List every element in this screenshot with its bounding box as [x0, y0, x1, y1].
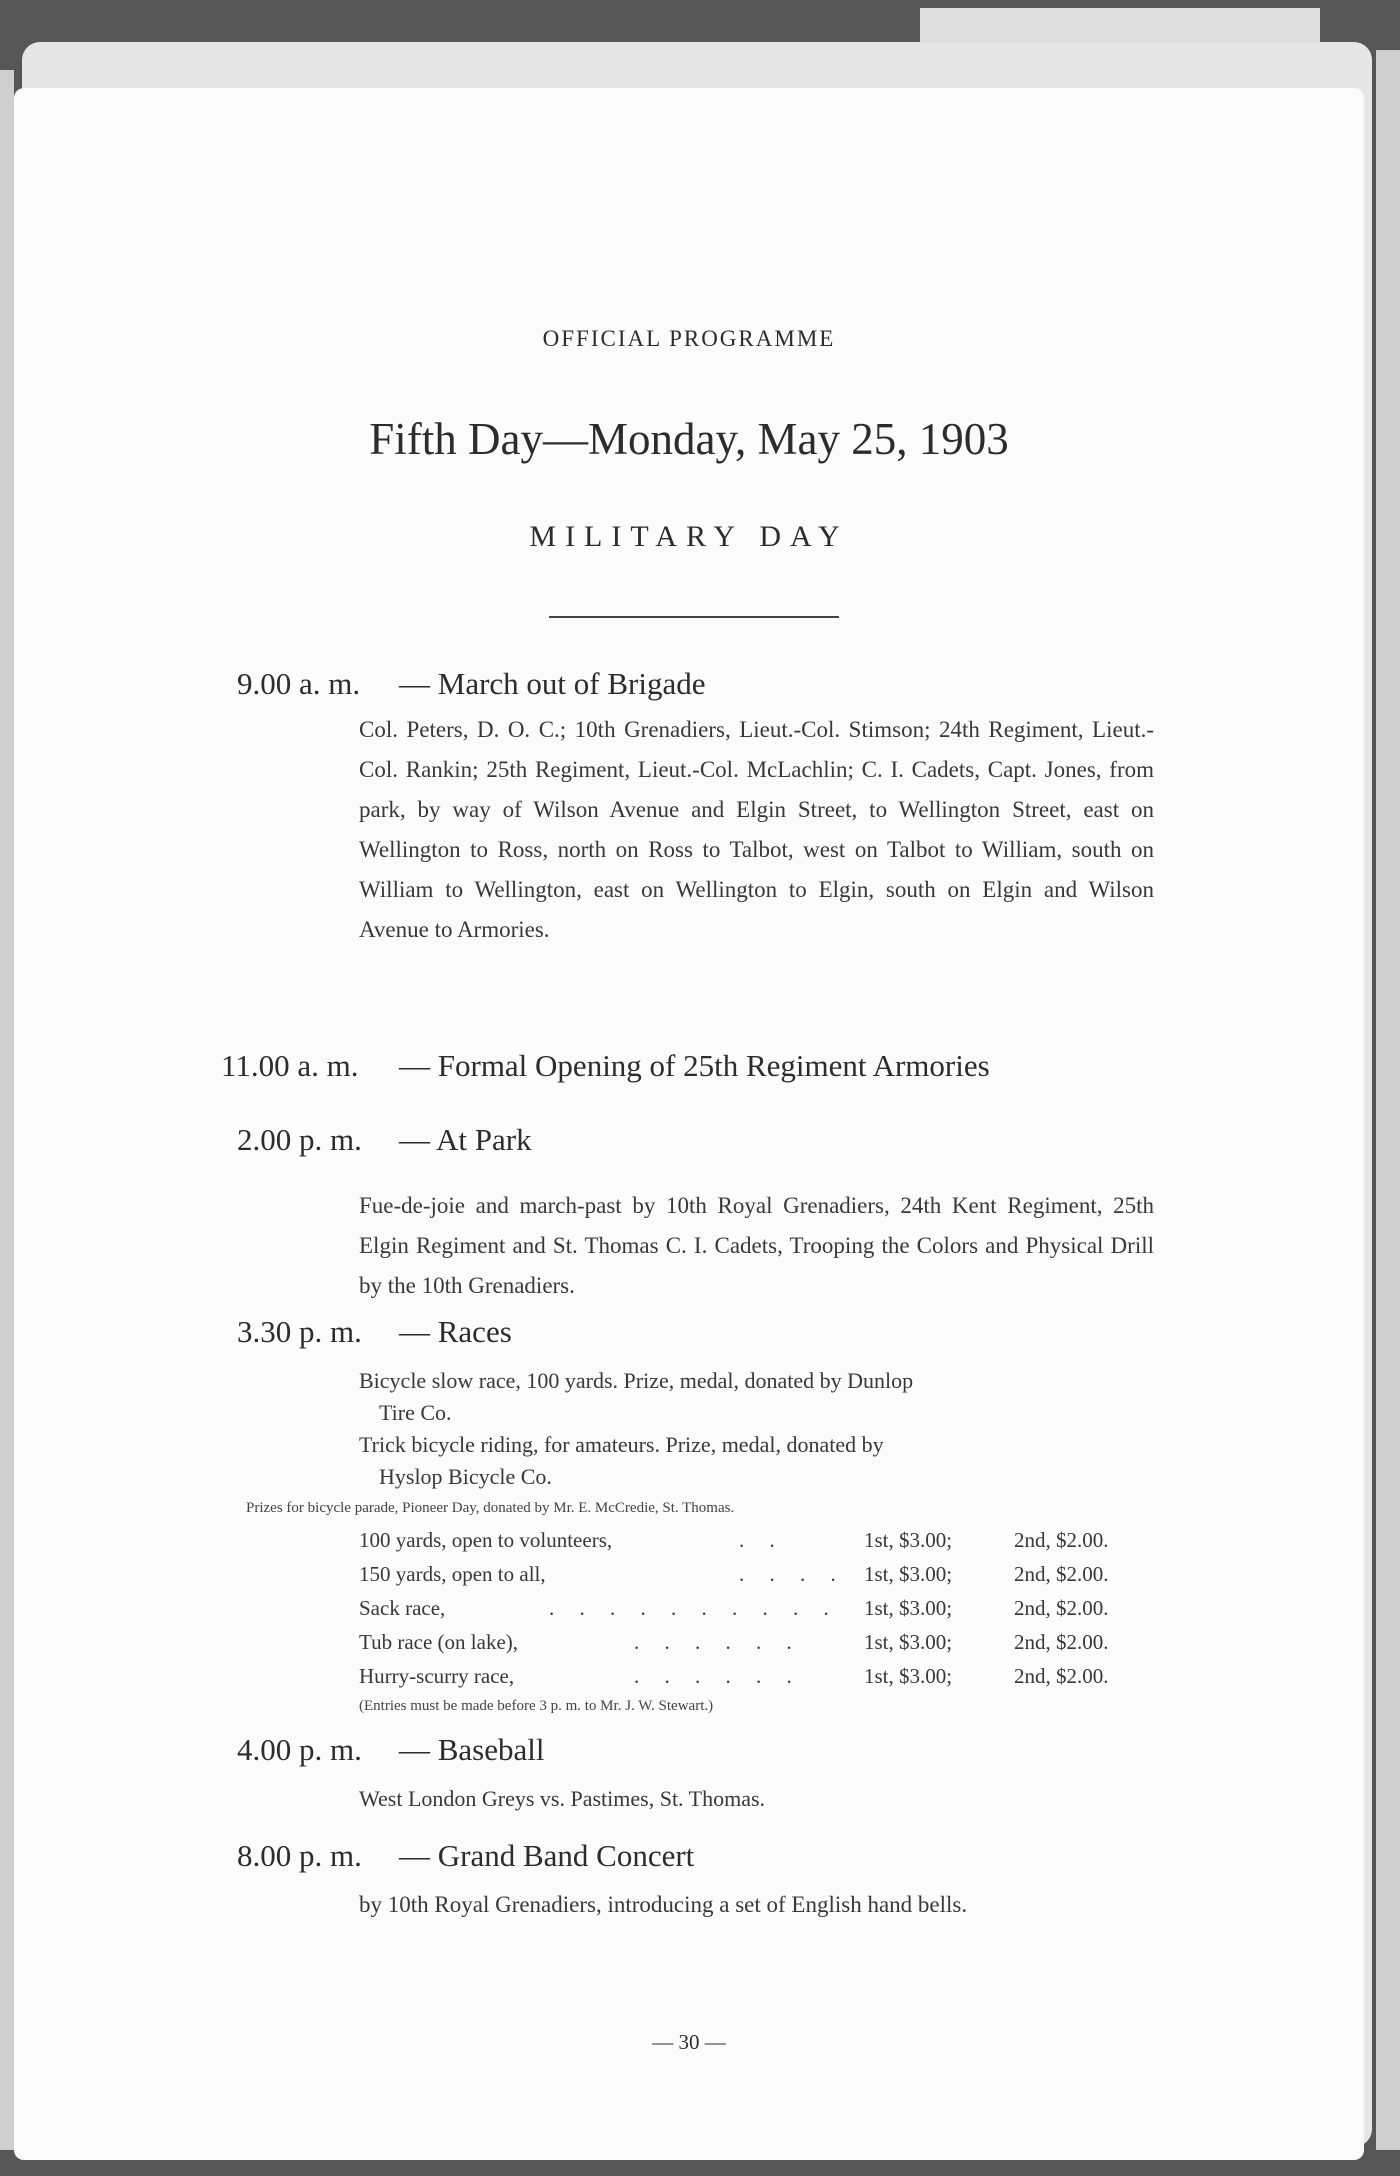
first-prize: 1st, $3.00;: [864, 1630, 953, 1654]
event-time: 9.00 a. m.: [237, 666, 361, 701]
background-page-edge-right: [1376, 50, 1400, 2150]
programme-page: [14, 88, 1364, 2160]
race-leader-dots: . . . . . .: [634, 1664, 802, 1688]
title-divider: [549, 616, 839, 618]
race-item-line: Tire Co.: [379, 1400, 452, 1425]
race-name: 100 yards, open to volunteers,: [359, 1528, 613, 1552]
first-prize: 1st, $3.00;: [864, 1562, 953, 1586]
event-title: — Races: [399, 1314, 512, 1349]
prizes-note: Prizes for bicycle parade, Pioneer Day, donated by Mr. E. McCredie, St. Thomas.: [246, 1500, 735, 1516]
second-prize: 2nd, $2.00.: [1014, 1596, 1109, 1620]
race-result-row: [359, 1596, 1159, 1626]
official-programme-heading: OFFICIAL PROGRAMME: [542, 326, 836, 351]
race-result-row: [359, 1562, 1159, 1592]
second-prize: 2nd, $2.00.: [1014, 1630, 1109, 1654]
page-number: — 30 —: [652, 2030, 726, 2054]
event-description: by 10th Royal Grenadiers, introducing a set of English hand bells.: [359, 1892, 968, 1917]
race-name: Sack race,: [359, 1596, 446, 1620]
event-title: — At Park: [399, 1122, 532, 1157]
race-name: Tub race (on lake),: [359, 1630, 519, 1654]
background-page-edge-left: [0, 70, 14, 2150]
race-leader-dots: . . . . . . . . . .: [549, 1596, 839, 1620]
second-prize: 2nd, $2.00.: [1014, 1562, 1109, 1586]
race-leader-dots: . .: [739, 1528, 785, 1552]
event-title: — March out of Brigade: [399, 666, 706, 701]
event-title: — Baseball: [399, 1732, 545, 1767]
second-prize: 2nd, $2.00.: [1014, 1664, 1109, 1688]
event-title: — Grand Band Concert: [399, 1838, 695, 1873]
race-result-row: [359, 1528, 1159, 1558]
race-result-row: [359, 1630, 1159, 1660]
page-title: Fifth Day—Monday, May 25, 1903: [369, 414, 1009, 464]
event-time: 11.00 a. m.: [221, 1048, 359, 1083]
event-time: 4.00 p. m.: [237, 1732, 362, 1767]
event-time: 8.00 p. m.: [237, 1838, 362, 1873]
day-subtitle: MILITARY DAY: [529, 520, 849, 553]
race-item-line: Bicycle slow race, 100 yards. Prize, medal, donated by Dunlop: [359, 1368, 914, 1393]
first-prize: 1st, $3.00;: [864, 1596, 953, 1620]
race-item-line: Trick bicycle riding, for amateurs. Prize, medal, donated by: [359, 1432, 884, 1457]
race-leader-dots: . . . . . .: [634, 1630, 802, 1654]
race-name: 150 yards, open to all,: [359, 1562, 546, 1586]
event-time: 2.00 p. m.: [237, 1122, 362, 1157]
first-prize: 1st, $3.00;: [864, 1664, 953, 1688]
race-result-row: [359, 1664, 1159, 1694]
race-leader-dots: . . . .: [739, 1562, 846, 1586]
second-prize: 2nd, $2.00.: [1014, 1528, 1109, 1552]
event-description: Fue-de-joie and march-past by 10th Royal Grenadiers, 24th Kent Regiment, 25th Elgin Regiment and St. Thomas C. I. Cadets, Trooping the Colors and Physical Drill by the 10th Grenadiers.: [359, 1193, 1154, 1298]
event-title: — Formal Opening of 25th Regiment Armories: [399, 1048, 990, 1083]
event-description: Col. Peters, D. O. C.; 10th Grenadiers, Lieut.-Col. Stimson; 24th Regiment, Lieut.-Col. Rankin; 25th Regiment, Lieut.-Col. McLachlin; C. I. Cadets, Capt. Jones, from park, by way of Wilson Avenue and Elgin Street, to Wellington Street, east on Wellington to Ross, north on Ross to Talbot, west on Talbot to William, south on William to Wellington, east on Wellington to Elgin, south on Elgin and Wilson Avenue to Armories.: [359, 717, 1154, 942]
first-prize: 1st, $3.00;: [864, 1528, 953, 1552]
race-item-line: Hyslop Bicycle Co.: [379, 1464, 552, 1489]
race-name: Hurry-scurry race,: [359, 1664, 515, 1688]
event-time: 3.30 p. m.: [237, 1314, 362, 1349]
entries-note: (Entries must be made before 3 p. m. to Mr. J. W. Stewart.): [359, 1698, 714, 1714]
event-description: West London Greys vs. Pastimes, St. Thomas.: [359, 1786, 766, 1811]
